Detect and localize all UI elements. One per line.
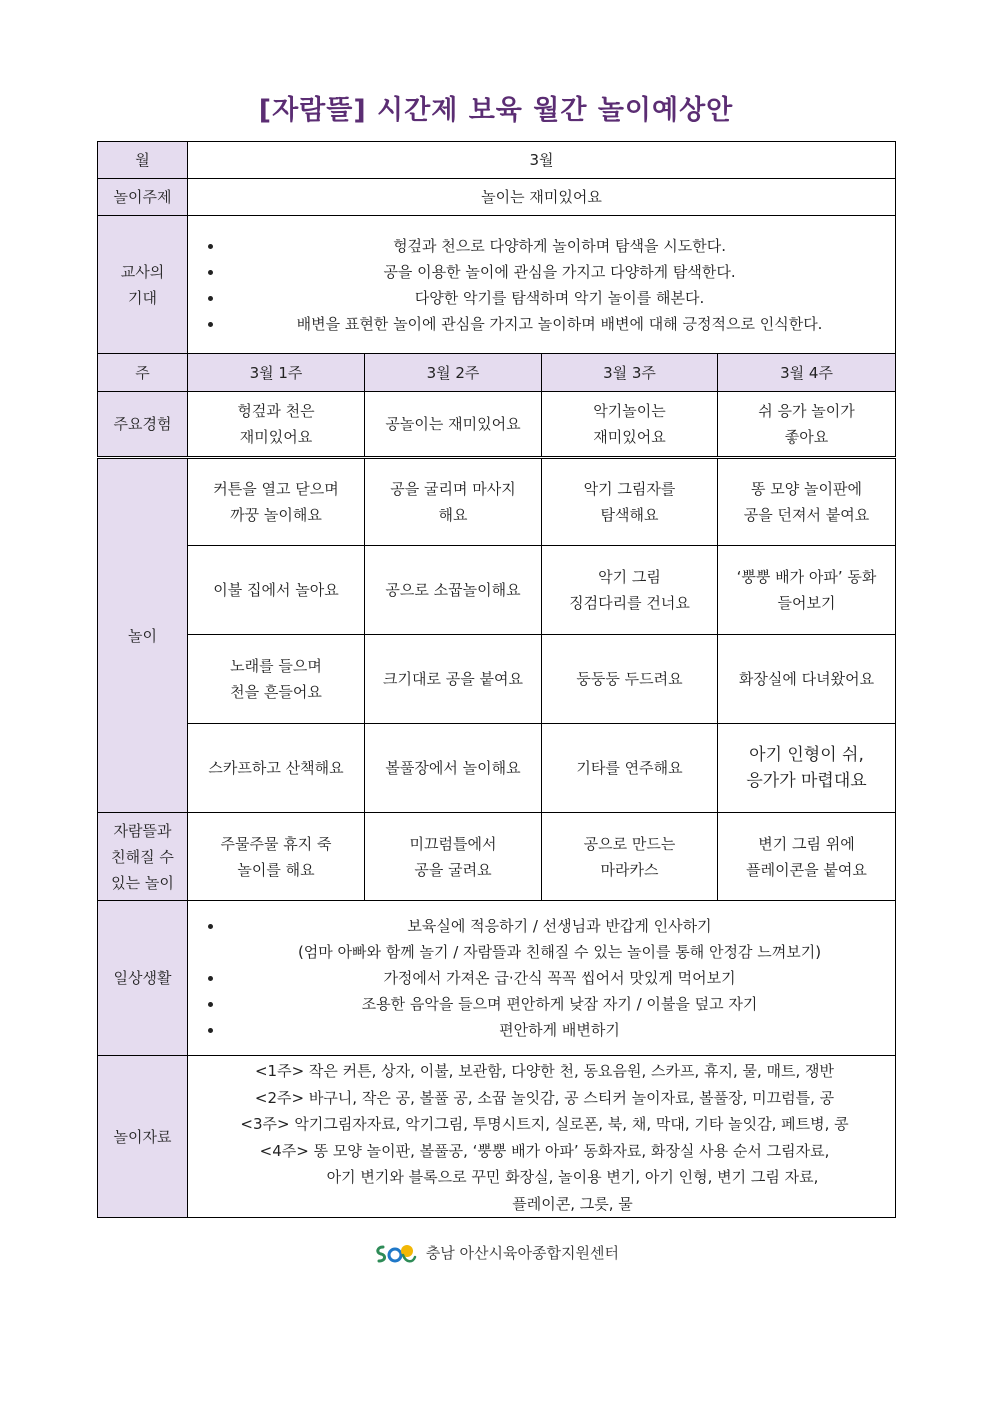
friendly-cell bbox=[542, 813, 718, 901]
cell-line: 천을 흔들어요 bbox=[230, 683, 322, 701]
play-cell bbox=[718, 546, 896, 635]
cell-line: 악기놀이는 bbox=[593, 402, 666, 420]
daily-item: • 조용한 음악을 들으며 편안하게 낮잠 자기 / 이불을 덮고 자기 bbox=[224, 991, 891, 1017]
plan-table bbox=[97, 141, 896, 1218]
daily-item: • 보육실에 적응하기 / 선생님과 반갑게 인사하기 bbox=[224, 913, 891, 939]
cell-line: 응가가 마렵대요 bbox=[746, 771, 867, 791]
friendly-cell bbox=[365, 813, 542, 901]
play-cell bbox=[718, 458, 896, 546]
theme-label: 놀이주제 bbox=[98, 179, 188, 216]
daily-row bbox=[98, 901, 896, 1056]
cell-line: 이불 집에서 놀아요 bbox=[213, 581, 339, 599]
materials-line: <1주> 작은 커튼, 상자, 이불, 보관함, 다양한 천, 동요음원, 스카프, 휴지, 물, 매트, 쟁반 bbox=[254, 1062, 835, 1080]
cell-line: 좋아요 bbox=[784, 428, 829, 446]
daily-item: (엄마 아빠와 함께 놀기 / 자람뜰과 친해질 수 있는 놀이를 통해 안정감 느껴보기) bbox=[297, 943, 822, 961]
experience-cell bbox=[542, 392, 718, 458]
week-header-3: 3월 3주 bbox=[542, 354, 718, 392]
cell-line: 탐색해요 bbox=[600, 506, 659, 524]
cell-line: 해요 bbox=[438, 506, 468, 524]
cell-line: 공을 굴려요 bbox=[414, 860, 492, 879]
play-cell bbox=[188, 458, 365, 546]
play-cell bbox=[542, 724, 718, 813]
page-title: [자람뜰] 시간제 보육 월간 놀이예상안 bbox=[258, 95, 734, 126]
play-cell bbox=[542, 635, 718, 724]
center-logo-icon bbox=[373, 1241, 417, 1267]
experience-cell bbox=[188, 392, 365, 458]
friendly-cell bbox=[718, 813, 896, 901]
week-header-1: 3월 1주 bbox=[188, 354, 365, 392]
expectation-content bbox=[188, 216, 896, 354]
play-cell bbox=[365, 635, 542, 724]
cell-line: 쉬 응가 놀이가 bbox=[758, 402, 855, 420]
cell-line: 아기 인형이 쉬, bbox=[749, 745, 864, 765]
cell-line: 재미있어요 bbox=[239, 428, 313, 446]
cell-line: 미끄럼틀에서 bbox=[409, 834, 497, 853]
materials-row bbox=[98, 1056, 896, 1218]
materials-line: <4주> 똥 모양 놀이판, 볼풀공, ‘뿡뿡 배가 아파’ 동화자료, 화장실 사용 순서 그림자료, bbox=[259, 1141, 830, 1160]
friendly-label-line1: 자람뜰과 bbox=[113, 821, 172, 840]
cell-line: 스카프하고 산책해요 bbox=[208, 759, 344, 777]
cell-line: 징검다리를 건너요 bbox=[569, 594, 690, 612]
cell-line: 주물주물 휴지 죽 bbox=[220, 834, 332, 853]
cell-line: 노래를 들으며 bbox=[230, 657, 322, 675]
daily-item: • 가정에서 가져온 급·간식 꼭꼭 씹어서 맛있게 먹어보기 bbox=[224, 965, 891, 991]
cell-line: 까꿍 놀이해요 bbox=[230, 506, 322, 524]
expectation-label bbox=[98, 216, 188, 354]
play-cell bbox=[542, 458, 718, 546]
expectation-row bbox=[98, 216, 896, 354]
cell-line: 놀이를 해요 bbox=[237, 860, 315, 879]
cell-line: 기타를 연주해요 bbox=[576, 759, 683, 777]
play-cell bbox=[365, 724, 542, 813]
friendly-label bbox=[98, 813, 188, 901]
play-cell bbox=[188, 635, 365, 724]
expectation-item: • 헝겊과 천으로 다양하게 놀이하며 탐색을 시도한다. bbox=[224, 233, 891, 259]
play-cell bbox=[188, 724, 365, 813]
expectation-item: • 배변을 표현한 놀이에 관심을 가지고 놀이하며 배변에 대해 긍정적으로 인식한다. bbox=[224, 311, 891, 337]
play-row bbox=[98, 546, 896, 635]
materials-content bbox=[188, 1056, 896, 1218]
expectation-label-line1: 교사의 bbox=[120, 262, 165, 281]
daily-item: • 편안하게 배변하기 bbox=[224, 1017, 891, 1043]
play-cell bbox=[542, 546, 718, 635]
expectation-item: • 다양한 악기를 탐색하며 악기 놀이를 해본다. bbox=[224, 285, 891, 311]
play-cell bbox=[718, 724, 896, 813]
play-row bbox=[98, 724, 896, 813]
cell-line: 똥 모양 놀이판에 bbox=[751, 480, 862, 498]
footer bbox=[0, 1239, 992, 1267]
friendly-label-line3: 있는 놀이 bbox=[111, 873, 174, 892]
cell-line: 공으로 소꿉놀이해요 bbox=[385, 581, 521, 599]
weeks-label: 주 bbox=[98, 354, 188, 392]
month-label: 월 bbox=[98, 142, 188, 179]
theme-value: 놀이는 재미있어요 bbox=[188, 179, 896, 216]
materials-label: 놀이자료 bbox=[98, 1056, 188, 1218]
cell-line: 커튼을 열고 닫으며 bbox=[213, 480, 339, 498]
experience-cell bbox=[365, 392, 542, 458]
daily-label: 일상생활 bbox=[98, 901, 188, 1056]
materials-line: <2주> 바구니, 작은 공, 볼풀 공, 소꿉 놀잇감, 공 스티커 놀이자료, 볼풀장, 미끄럼틀, 공 bbox=[254, 1088, 835, 1107]
friendly-row bbox=[98, 813, 896, 901]
weeks-row bbox=[98, 354, 896, 392]
cell-line: 크기대로 공을 붙여요 bbox=[383, 670, 523, 688]
cell-line: 공을 굴리며 마사지 bbox=[390, 480, 516, 498]
cell-line: 재미있어요 bbox=[593, 428, 666, 446]
play-cell bbox=[718, 635, 896, 724]
cell-line: 공을 던져서 붙여요 bbox=[743, 506, 870, 524]
month-value: 3월 bbox=[188, 142, 896, 179]
materials-line: 아기 변기와 블록으로 꾸민 화장실, 놀이용 변기, 아기 인형, 변기 그림 자료, bbox=[326, 1168, 819, 1186]
cell-line: 볼풀장에서 놀이해요 bbox=[385, 759, 521, 777]
play-cell bbox=[365, 546, 542, 635]
cell-line: 공으로 만드는 bbox=[583, 834, 676, 853]
cell-line: 악기 그림자를 bbox=[583, 480, 676, 498]
cell-line: ‘뿡뿡 배가 아파’ 동화 bbox=[736, 568, 877, 586]
play-cell bbox=[365, 458, 542, 546]
cell-line: 화장실에 다녀왔어요 bbox=[738, 670, 875, 688]
daily-content bbox=[188, 901, 896, 1056]
footer-text: 충남 아산시육아종합지원센터 bbox=[425, 1244, 619, 1262]
cell-line: 마라카스 bbox=[600, 860, 659, 879]
cell-line: 공놀이는 재미있어요 bbox=[385, 415, 521, 433]
week-header-2: 3월 2주 bbox=[365, 354, 542, 392]
week-header-4: 3월 4주 bbox=[718, 354, 896, 392]
experience-cell bbox=[718, 392, 896, 458]
play-label: 놀이 bbox=[98, 458, 188, 813]
cell-line: 들어보기 bbox=[777, 594, 836, 612]
month-row bbox=[98, 142, 896, 179]
theme-row bbox=[98, 179, 896, 216]
cell-line: 플레이콘을 붙여요 bbox=[746, 860, 867, 879]
play-cell bbox=[188, 546, 365, 635]
experience-label: 주요경험 bbox=[98, 392, 188, 458]
cell-line: 헝겊과 천은 bbox=[237, 402, 315, 420]
materials-line: 플레이콘, 그릇, 물 bbox=[512, 1194, 633, 1213]
play-row bbox=[98, 458, 896, 546]
cell-line: 악기 그림 bbox=[598, 568, 661, 586]
cell-line: 둥둥둥 두드려요 bbox=[576, 670, 683, 688]
experience-row bbox=[98, 392, 896, 458]
friendly-cell bbox=[188, 813, 365, 901]
cell-line: 변기 그림 위에 bbox=[758, 834, 855, 853]
expectation-label-line2: 기대 bbox=[128, 288, 157, 307]
play-row bbox=[98, 635, 896, 724]
materials-line: <3주> 악기그림자자료, 악기그림, 투명시트지, 실로폰, 북, 채, 막대, 기타 놀잇감, 페트병, 콩 bbox=[240, 1115, 849, 1133]
friendly-label-line2: 친해질 수 bbox=[111, 847, 174, 866]
expectation-item: • 공을 이용한 놀이에 관심을 가지고 다양하게 탐색한다. bbox=[224, 259, 891, 285]
